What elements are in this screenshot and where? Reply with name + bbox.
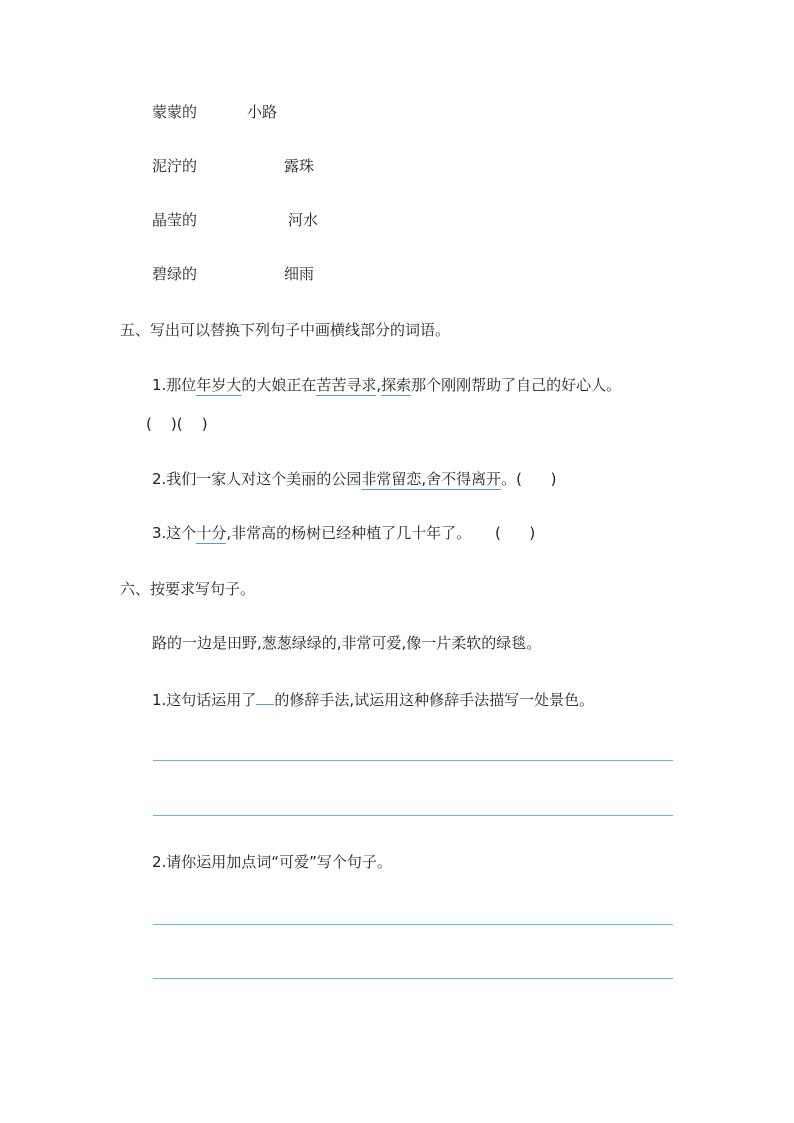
- question-5-3: [152, 523, 535, 543]
- q5-1-answer-blanks[interactable]: ( )( ): [146, 415, 208, 433]
- pair-left-1: 蒙蒙的: [152, 103, 198, 121]
- pair-right-2: 露珠: [284, 157, 315, 175]
- pair-left-3: 晶莹的: [152, 211, 198, 229]
- q5-2-underline: 非常留恋,舍不得离开: [361, 470, 502, 488]
- q5-2-text-a: 2.我们一家人对这个美丽的公园: [152, 470, 362, 488]
- q6-1-text-b: 的修辞手法,试运用这种修辞手法描写一处景色。: [274, 691, 595, 709]
- q5-1-underline-b: 苦苦寻求: [316, 376, 377, 394]
- q5-3-text-b[interactable]: ,非常高的杨树已经种植了几十年了。 ( ): [226, 524, 536, 542]
- example-sentence: 路的一边是田野,葱葱绿绿的,非常可爱,像一片柔软的绿毯。: [152, 634, 542, 652]
- q5-1-text-c: ,: [376, 376, 382, 394]
- q6-1-text-a: 1.这句话运用了: [152, 691, 257, 709]
- question-6-1: [152, 688, 594, 710]
- pair-right-1: 小路: [247, 103, 278, 121]
- q5-1-text-a: 1.那位: [152, 376, 197, 394]
- pair-right-4: 细雨: [284, 265, 315, 283]
- q5-3-text-a: 3.这个: [152, 524, 197, 542]
- section-5-heading: 五、写出可以替换下列句子中画横线部分的词语。: [120, 321, 451, 339]
- answer-line-6-2-a[interactable]: [153, 924, 673, 925]
- question-6-2: 2.请你运用加点词“可爱”写个句子。: [152, 853, 392, 871]
- answer-line-6-1-b[interactable]: [153, 815, 673, 816]
- pair-right-3: 河水: [288, 211, 319, 229]
- q5-3-underline: 十分: [196, 524, 227, 542]
- question-5-2: [152, 469, 556, 489]
- pair-left-2: 泥泞的: [152, 157, 198, 175]
- q5-1-text-d: 那个刚刚帮助了自己的好心人。: [411, 376, 622, 394]
- answer-line-6-1-a[interactable]: [153, 760, 673, 761]
- q5-1-underline-a: 年岁大: [196, 376, 242, 394]
- q6-1-fill-blank[interactable]: [256, 688, 274, 705]
- answer-line-6-2-b[interactable]: [153, 978, 673, 979]
- section-6-heading: 六、按要求写句子。: [120, 580, 256, 598]
- q5-1-underline-c: 探索: [381, 376, 412, 394]
- q5-2-text-b[interactable]: 。( ): [501, 470, 557, 488]
- question-5-1: [152, 375, 621, 395]
- pair-left-4: 碧绿的: [152, 265, 198, 283]
- q5-1-text-b: 的大娘正在: [241, 376, 317, 394]
